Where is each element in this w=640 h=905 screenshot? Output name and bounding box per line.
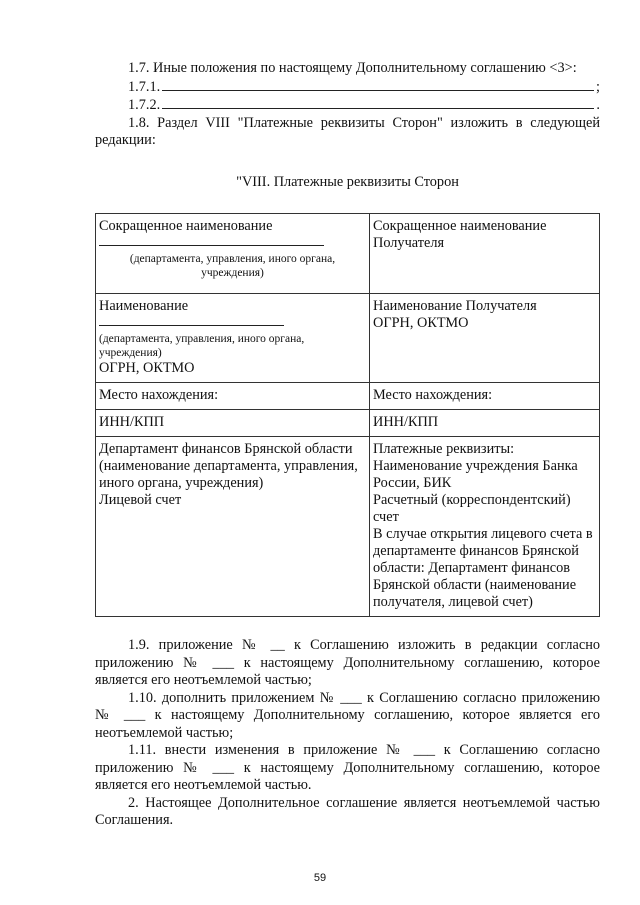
ogrn-label: ОГРН, ОКТМО (99, 360, 195, 376)
table-row (96, 214, 600, 294)
clause-1-7-1-number: 1.7.1. (128, 78, 161, 95)
blank-line (162, 78, 594, 91)
table-cell: Сокращенное наименование Получателя (370, 214, 600, 294)
table-cell (96, 294, 370, 383)
settlement-account-label: Расчетный (корреспондентский) счет (373, 492, 571, 525)
payment-details-table (95, 213, 600, 617)
table-row (96, 410, 600, 437)
clause-1-8: 1.8. Раздел VIII "Платежные реквизиты Сторон" изложить в следующей редакции: (95, 114, 600, 148)
recipient-name-label: Наименование Получателя (373, 298, 537, 314)
table-cell: Место нахождения: (370, 383, 600, 410)
finance-department: Департамент финансов Брянской области (99, 441, 353, 457)
clause-1-7-2-end: . (596, 97, 600, 113)
clause-1-10: 1.10. дополнить приложением № ___ к Соглашению согласно приложению № ___ к настоящему Дополнительному соглашению, которое является его неотъемлемой частью; (95, 689, 600, 741)
personal-account-note: В случае открытия лицевого счета в департаменте финансов Брянской области: Департамент финансов Брянской области (наименование получателя, лицевой счет) (373, 526, 593, 610)
account-label: Лицевой счет (99, 492, 182, 508)
table-cell (96, 214, 370, 294)
table-cell (370, 294, 600, 383)
table-cell: ИНН/КПП (96, 410, 370, 437)
table-row (96, 383, 600, 410)
bank-name-label: Наименование учреждения Банка России, БИК (373, 458, 578, 491)
table-row (96, 437, 600, 617)
table-cell (96, 437, 370, 617)
table-cell (370, 437, 600, 617)
table-cell: ИНН/КПП (370, 410, 600, 437)
blank-line (99, 235, 324, 246)
blank-line (99, 315, 284, 326)
clause-1-7: 1.7. Иные положения по настоящему Дополнительному соглашению <3>: (128, 60, 577, 76)
clause-1-7-1-end: ; (596, 78, 600, 95)
clause-1-11: 1.11. внести изменения в приложение № ___ к Соглашению согласно приложению № ___ к настоящему Дополнительному соглашению, которое является его неотъемлемой частью. (95, 742, 600, 793)
clause-1-9: 1.9. приложение № __ к Соглашению изложить в редакции согласно приложению № ___ к настоящему Дополнительному соглашению, которое является его неотъемлемой частью; (95, 637, 600, 688)
page-number: 59 (313, 872, 327, 884)
name-note: (департамента, управления, иного органа, учреждения) (99, 333, 305, 359)
clause-1-7-2 (95, 96, 600, 115)
clause-1-7-1 (95, 78, 600, 97)
clause-1-7-2-number: 1.7.2. (128, 97, 161, 113)
section-heading: "VIII. Платежные реквизиты Сторон (236, 173, 459, 190)
short-name-note: (департамента, управления, иного органа, учреждения) (129, 253, 336, 279)
finance-department-note: (наименование департамента, управления, иного органа, учреждения) (99, 458, 358, 491)
table-row (96, 294, 600, 383)
document-page (95, 60, 600, 830)
clause-2: 2. Настоящее Дополнительное соглашение является неотъемлемой частью Соглашения. (95, 794, 600, 828)
payment-details-label: Платежные реквизиты: (373, 441, 515, 457)
name-label: Наименование (99, 298, 189, 314)
table-cell: Место нахождения: (96, 383, 370, 410)
short-name-label: Сокращенное наименование (99, 218, 273, 234)
blank-line (162, 96, 594, 109)
recipient-ogrn-label: ОГРН, ОКТМО (373, 315, 469, 331)
